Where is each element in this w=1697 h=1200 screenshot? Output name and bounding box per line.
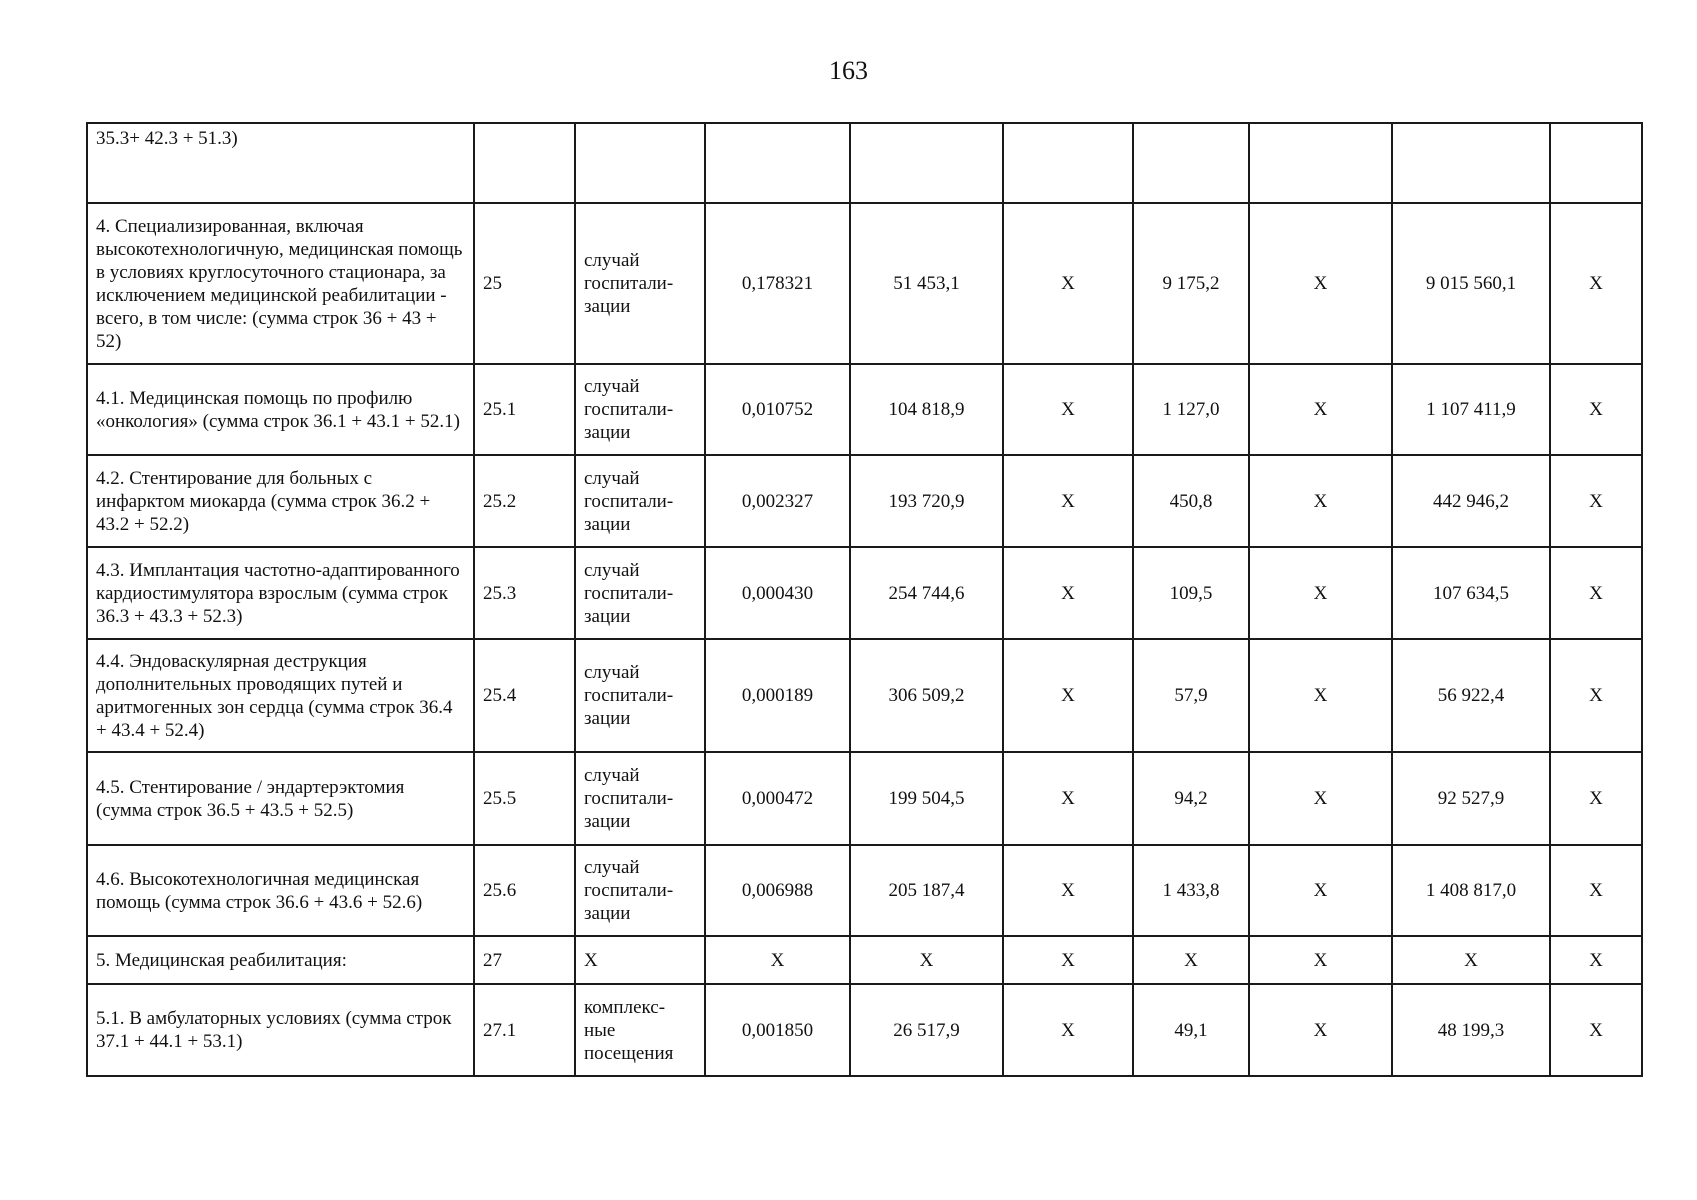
row-norm: 0,178321 (705, 203, 850, 364)
row-unit: случай госпитали-зации (575, 639, 705, 752)
row-col6 (1003, 123, 1133, 203)
row-col8: X (1249, 547, 1392, 639)
row-cost: 104 818,9 (850, 364, 1003, 455)
row-col9: 1 408 817,0 (1392, 845, 1550, 936)
row-col10: X (1550, 547, 1642, 639)
row-code: 25.1 (474, 364, 575, 455)
row-col8: X (1249, 203, 1392, 364)
row-cost: 306 509,2 (850, 639, 1003, 752)
row-col7: 450,8 (1133, 455, 1249, 547)
row-col6: X (1003, 984, 1133, 1076)
row-col9: 48 199,3 (1392, 984, 1550, 1076)
row-cost: 26 517,9 (850, 984, 1003, 1076)
table-row (87, 123, 1642, 203)
row-col8: X (1249, 845, 1392, 936)
row-col6: X (1003, 203, 1133, 364)
row-col7: 9 175,2 (1133, 203, 1249, 364)
row-col10: X (1550, 364, 1642, 455)
row-norm: 0,010752 (705, 364, 850, 455)
row-col10: X (1550, 752, 1642, 845)
row-norm: 0,000472 (705, 752, 850, 845)
row-norm: 0,002327 (705, 455, 850, 547)
row-unit: комплекс-ные посещения (575, 984, 705, 1076)
table-row (87, 639, 1642, 752)
row-col9: 107 634,5 (1392, 547, 1550, 639)
row-col6: X (1003, 752, 1133, 845)
row-description: 35.3+ 42.3 + 51.3) (87, 123, 474, 203)
table-row (87, 203, 1642, 364)
row-col7: 94,2 (1133, 752, 1249, 845)
row-col9: 92 527,9 (1392, 752, 1550, 845)
row-col10: X (1550, 455, 1642, 547)
row-description: 4.5. Стентирование / эндартерэктомия (сумма строк 36.5 + 43.5 + 52.5) (87, 752, 474, 845)
row-col6: X (1003, 845, 1133, 936)
table-row (87, 845, 1642, 936)
row-cost: 199 504,5 (850, 752, 1003, 845)
row-unit: случай госпитали-зации (575, 845, 705, 936)
row-code: 25.5 (474, 752, 575, 845)
row-col10: X (1550, 936, 1642, 984)
row-col6: X (1003, 547, 1133, 639)
row-col8: X (1249, 984, 1392, 1076)
table-row (87, 364, 1642, 455)
row-cost: 254 744,6 (850, 547, 1003, 639)
row-description: 5.1. В амбулаторных условиях (сумма строк 37.1 + 44.1 + 53.1) (87, 984, 474, 1076)
row-col9: 442 946,2 (1392, 455, 1550, 547)
row-description: 4.2. Стентирование для больных с инфарктом миокарда (сумма строк 36.2 + 43.2 + 52.2) (87, 455, 474, 547)
table-row (87, 752, 1642, 845)
row-code: 25.2 (474, 455, 575, 547)
row-col7: 1 127,0 (1133, 364, 1249, 455)
row-description: 4.6. Высокотехнологичная медицинская помощь (сумма строк 36.6 + 43.6 + 52.6) (87, 845, 474, 936)
row-norm: X (705, 936, 850, 984)
row-cost (850, 123, 1003, 203)
page-number: 163 (829, 56, 868, 85)
row-cost: 193 720,9 (850, 455, 1003, 547)
row-unit: случай госпитали-зации (575, 547, 705, 639)
row-col7: 57,9 (1133, 639, 1249, 752)
row-norm: 0,006988 (705, 845, 850, 936)
row-col7: 49,1 (1133, 984, 1249, 1076)
table-row (87, 455, 1642, 547)
row-col10 (1550, 123, 1642, 203)
row-col8: X (1249, 752, 1392, 845)
row-col10: X (1550, 984, 1642, 1076)
row-col6: X (1003, 455, 1133, 547)
row-unit: случай госпитали-зации (575, 364, 705, 455)
row-col10: X (1550, 203, 1642, 364)
row-unit: случай госпитали-зации (575, 203, 705, 364)
row-description: 4.4. Эндоваскулярная деструкция дополнительных проводящих путей и аритмогенных зон сердца (сумма строк 36.4 + 43.4 + 52.4) (87, 639, 474, 752)
row-norm: 0,000189 (705, 639, 850, 752)
financing-table (86, 122, 1643, 1077)
row-col9 (1392, 123, 1550, 203)
row-col8 (1249, 123, 1392, 203)
row-unit (575, 123, 705, 203)
row-norm (705, 123, 850, 203)
row-cost: 51 453,1 (850, 203, 1003, 364)
row-col7: X (1133, 936, 1249, 984)
row-col8: X (1249, 936, 1392, 984)
row-col6: X (1003, 936, 1133, 984)
table-row (87, 547, 1642, 639)
row-code (474, 123, 575, 203)
row-cost: 205 187,4 (850, 845, 1003, 936)
row-code: 25.6 (474, 845, 575, 936)
row-col10: X (1550, 845, 1642, 936)
row-code: 27.1 (474, 984, 575, 1076)
table-row (87, 936, 1642, 984)
row-norm: 0,000430 (705, 547, 850, 639)
row-col8: X (1249, 639, 1392, 752)
row-description: 4. Специализированная, включая высокотехнологичную, медицинская помощь в условиях круглосуточного стационара, за исключением медицинской реабилитации - всего, в том числе: (сумма строк 36 + 43 + 52) (87, 203, 474, 364)
row-col6: X (1003, 639, 1133, 752)
row-col9: 9 015 560,1 (1392, 203, 1550, 364)
row-unit: случай госпитали-зации (575, 752, 705, 845)
row-description: 4.3. Имплантация частотно-адаптированного кардиостимулятора взрослым (сумма строк 36.3 + 43.3 + 52.3) (87, 547, 474, 639)
row-code: 27 (474, 936, 575, 984)
row-description: 4.1. Медицинская помощь по профилю «онкология» (сумма строк 36.1 + 43.1 + 52.1) (87, 364, 474, 455)
row-unit: X (575, 936, 705, 984)
row-col8: X (1249, 364, 1392, 455)
row-col7: 109,5 (1133, 547, 1249, 639)
row-cost: X (850, 936, 1003, 984)
row-col9: 56 922,4 (1392, 639, 1550, 752)
row-description: 5. Медицинская реабилитация: (87, 936, 474, 984)
row-col6: X (1003, 364, 1133, 455)
row-unit: случай госпитали-зации (575, 455, 705, 547)
row-code: 25.4 (474, 639, 575, 752)
row-col9: 1 107 411,9 (1392, 364, 1550, 455)
row-col10: X (1550, 639, 1642, 752)
row-col7: 1 433,8 (1133, 845, 1249, 936)
row-col8: X (1249, 455, 1392, 547)
row-norm: 0,001850 (705, 984, 850, 1076)
row-code: 25.3 (474, 547, 575, 639)
row-col9: X (1392, 936, 1550, 984)
row-code: 25 (474, 203, 575, 364)
table-row (87, 984, 1642, 1076)
row-col7 (1133, 123, 1249, 203)
